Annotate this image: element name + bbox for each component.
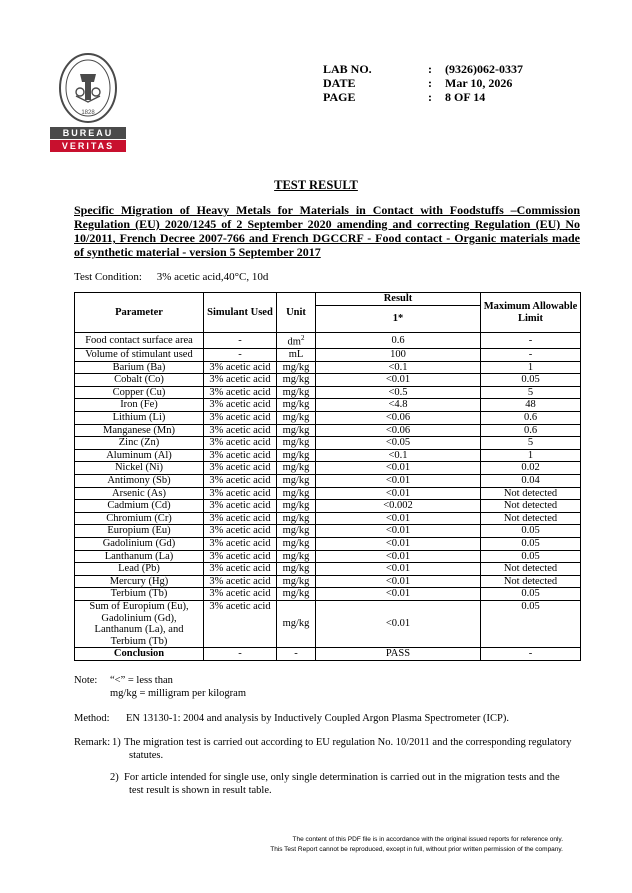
cell-limit: 0.05	[481, 538, 581, 551]
cell-parameter: Gadolinium (Gd)	[75, 538, 204, 551]
cell-result: <0.01	[316, 462, 481, 475]
table-row-conclusion	[75, 648, 581, 661]
cell-simulant: 3% acetic acid	[204, 424, 277, 437]
table-row	[75, 361, 581, 374]
cell-parameter: Chromium (Cr)	[75, 512, 204, 525]
cell-limit: 5	[481, 437, 581, 450]
cell-unit: mg/kg	[277, 500, 316, 513]
cell-result: <0.01	[316, 575, 481, 588]
result-table	[74, 292, 581, 661]
table-row-sum	[75, 600, 581, 647]
cell-parameter: Cobalt (Co)	[75, 374, 204, 387]
cell-limit: -	[481, 333, 581, 349]
cell-result: <0.01	[316, 512, 481, 525]
cell-parameter: Lanthanum (La)	[75, 550, 204, 563]
sum-parameter-line: Terbium (Tb)	[110, 635, 168, 647]
header-limit: Maximum Allowable Limit	[481, 293, 581, 333]
sum-parameter-line: Lanthanum (La), and	[94, 624, 184, 636]
cell-parameter: Mercury (Hg)	[75, 575, 204, 588]
remark-2-line-2: test result is shown in result table.	[129, 785, 272, 796]
cell-limit: 0.04	[481, 475, 581, 488]
cell-unit: mg/kg	[277, 550, 316, 563]
lab-no-value: (9326)062-0337	[445, 62, 523, 76]
table-row	[75, 512, 581, 525]
cell-parameter: Volume of stimulant used	[75, 349, 204, 362]
cell-result: <0.01	[316, 487, 481, 500]
logo-seal-icon	[50, 52, 126, 124]
cell-simulant: 3% acetic acid	[204, 437, 277, 450]
header-labels	[323, 62, 372, 104]
cell-simulant: 3% acetic acid	[204, 412, 277, 425]
cell-limit: 0.05	[481, 588, 581, 601]
colon: :	[428, 62, 432, 76]
table-row	[75, 437, 581, 450]
sum-parameter-line: Sum of Europium (Eu),	[89, 600, 189, 612]
remark-2-line-1: For article intended for single use, only single determination is carried out in the migration tests and the	[124, 772, 560, 783]
cell-parameter: Cadmium (Cd)	[75, 500, 204, 513]
cell-parameter: Antimony (Sb)	[75, 475, 204, 488]
cell-parameter: Terbium (Tb)	[75, 588, 204, 601]
cell-parameter: Aluminum (Al)	[75, 449, 204, 462]
cell-parameter: Conclusion	[75, 648, 204, 661]
footer-line-2: This Test Report cannot be reproduced, except in full, without prior written permission of the company.	[270, 846, 563, 853]
cell-limit: 0.05	[481, 525, 581, 538]
cell-result: <0.06	[316, 412, 481, 425]
table-row	[75, 349, 581, 362]
colon: :	[428, 76, 432, 90]
table-row	[75, 500, 581, 513]
table-row	[75, 449, 581, 462]
cell-unit: mg/kg	[277, 361, 316, 374]
page-label: PAGE	[323, 90, 356, 104]
cell-limit: 1	[481, 449, 581, 462]
remark-2-num: 2)	[110, 772, 119, 783]
header-colons	[428, 62, 432, 104]
cell-result: <0.06	[316, 424, 481, 437]
note-line-2: mg/kg = milligram per kilogram	[110, 688, 246, 699]
cell-limit: -	[481, 349, 581, 362]
cell-result: <0.01	[316, 374, 481, 387]
cell-limit: Not detected	[481, 575, 581, 588]
cell-parameter	[75, 600, 204, 647]
cell-limit: Not detected	[481, 500, 581, 513]
header-values	[445, 62, 523, 104]
cell-unit: -	[277, 648, 316, 661]
cell-result: <0.01	[316, 475, 481, 488]
lab-no-label: LAB NO.	[323, 62, 372, 76]
cell-parameter: Barium (Ba)	[75, 361, 204, 374]
cell-unit: mg/kg	[277, 424, 316, 437]
test-condition-label: Test Condition:	[74, 271, 142, 283]
cell-limit: 0.05	[481, 600, 581, 647]
header-parameter: Parameter	[75, 293, 204, 333]
header-unit: Unit	[277, 293, 316, 333]
cell-simulant: -	[204, 333, 277, 349]
logo-year: 1828	[81, 110, 95, 116]
cell-simulant: -	[204, 349, 277, 362]
cell-limit: 48	[481, 399, 581, 412]
cell-limit: 5	[481, 386, 581, 399]
table-row	[75, 525, 581, 538]
test-condition-value: 3% acetic acid,40°C, 10d	[156, 271, 269, 283]
table-row	[75, 374, 581, 387]
table-row	[75, 424, 581, 437]
cell-simulant: 3% acetic acid	[204, 588, 277, 601]
cell-unit: $dm^2$	[277, 333, 316, 349]
table-row	[75, 333, 581, 349]
header-result-sample: 1*	[316, 306, 481, 333]
note-line-1: “<” = less than	[110, 675, 173, 686]
cell-parameter: Zinc (Zn)	[75, 437, 204, 450]
test-condition	[74, 271, 268, 283]
cell-result: <0.01	[316, 538, 481, 551]
cell-simulant: 3% acetic acid	[204, 399, 277, 412]
cell-limit: -	[481, 648, 581, 661]
cell-simulant: 3% acetic acid	[204, 525, 277, 538]
cell-simulant: 3% acetic acid	[204, 487, 277, 500]
cell-unit: mg/kg	[277, 538, 316, 551]
page-value: 8 OF 14	[445, 90, 486, 104]
table-row	[75, 399, 581, 412]
date-label: DATE	[323, 76, 356, 90]
cell-result: <0.01	[316, 588, 481, 601]
cell-unit: mg/kg	[277, 525, 316, 538]
table-row	[75, 550, 581, 563]
cell-simulant: -	[204, 648, 277, 661]
cell-parameter: Arsenic (As)	[75, 487, 204, 500]
cell-unit: mg/kg	[277, 374, 316, 387]
cell-simulant: 3% acetic acid	[204, 512, 277, 525]
cell-unit: mg/kg	[277, 563, 316, 576]
remark-1-line-1: The migration test is carried out according to EU regulation No. 10/2011 and the corresponding regulatory	[124, 737, 572, 748]
cell-result: <0.1	[316, 449, 481, 462]
table-row	[75, 563, 581, 576]
cell-result: <0.1	[316, 361, 481, 374]
cell-result: 100	[316, 349, 481, 362]
table-row	[75, 412, 581, 425]
cell-limit: Not detected	[481, 512, 581, 525]
cell-parameter: Food contact surface area	[75, 333, 204, 349]
cell-parameter: Nickel (Ni)	[75, 462, 204, 475]
cell-limit: 0.05	[481, 374, 581, 387]
cell-simulant: 3% acetic acid	[204, 462, 277, 475]
cell-result: <0.5	[316, 386, 481, 399]
cell-unit: mg/kg	[277, 412, 316, 425]
test-subtitle: Specific Migration of Heavy Metals for Materials in Contact with Foodstuffs –Commission Regulation (EU) 2020/1245 of 2 September 2020 amending and correcting Regulation (EU) No 10/2011, French Decree 2007-766 and French DGCCRF - Food contact - Organic materials made of synthetic material - version 5 September 2017	[74, 203, 580, 259]
cell-simulant: 3% acetic acid	[204, 538, 277, 551]
cell-limit: 0.6	[481, 412, 581, 425]
cell-unit: mg/kg	[277, 449, 316, 462]
footer-line-1: The content of this PDF file is in accordance with the original issued reports for reference only.	[292, 836, 563, 843]
cell-limit: 1	[481, 361, 581, 374]
cell-result: <0.05	[316, 437, 481, 450]
cell-result: PASS	[316, 648, 481, 661]
colon: :	[428, 90, 432, 104]
method-value: EN 13130-1: 2004 and analysis by Inductively Coupled Argon Plasma Spectrometer (ICP).	[126, 713, 509, 724]
cell-limit: Not detected	[481, 563, 581, 576]
cell-unit: mg/kg	[277, 487, 316, 500]
logo-bar-bureau: BUREAU	[50, 127, 126, 139]
cell-limit: Not detected	[481, 487, 581, 500]
cell-unit: mg/kg	[277, 462, 316, 475]
cell-simulant: 3% acetic acid	[204, 600, 277, 647]
cell-unit-superscript: 2	[300, 334, 305, 342]
cell-simulant: 3% acetic acid	[204, 361, 277, 374]
table-row	[75, 575, 581, 588]
cell-result: 0.6	[316, 333, 481, 349]
cell-parameter: Iron (Fe)	[75, 399, 204, 412]
bureau-veritas-logo	[50, 52, 126, 152]
cell-parameter: Copper (Cu)	[75, 386, 204, 399]
table-row	[75, 538, 581, 551]
cell-result: <0.01	[316, 525, 481, 538]
table-row	[75, 487, 581, 500]
cell-result: <0.002	[316, 500, 481, 513]
cell-simulant: 3% acetic acid	[204, 475, 277, 488]
cell-unit: mg/kg	[277, 437, 316, 450]
cell-simulant: 3% acetic acid	[204, 500, 277, 513]
remark-label: Remark:	[74, 737, 111, 748]
cell-unit: mg/kg	[277, 475, 316, 488]
remark-1-line-2: statutes.	[129, 750, 164, 761]
method-label: Method:	[74, 713, 110, 724]
cell-result: <0.01	[316, 563, 481, 576]
sum-parameter-line: Gadolinium (Gd),	[101, 612, 177, 624]
table-row	[75, 588, 581, 601]
table-row	[75, 386, 581, 399]
cell-unit: mg/kg	[277, 588, 316, 601]
header-result: Result	[316, 293, 481, 306]
cell-simulant: 3% acetic acid	[204, 374, 277, 387]
cell-parameter: Manganese (Mn)	[75, 424, 204, 437]
cell-simulant: 3% acetic acid	[204, 550, 277, 563]
header-simulant: Simulant Used	[204, 293, 277, 333]
cell-result: <0.01	[316, 600, 481, 647]
cell-parameter: Lithium (Li)	[75, 412, 204, 425]
cell-parameter: Europium (Eu)	[75, 525, 204, 538]
result-table-body	[75, 333, 581, 661]
cell-simulant: 3% acetic acid	[204, 563, 277, 576]
cell-result: <0.01	[316, 550, 481, 563]
cell-result: <4.8	[316, 399, 481, 412]
cell-unit: mL	[277, 349, 316, 362]
table-row	[75, 462, 581, 475]
note-label: Note:	[74, 675, 98, 686]
cell-unit: mg/kg	[277, 575, 316, 588]
cell-limit: 0.02	[481, 462, 581, 475]
cell-simulant: 3% acetic acid	[204, 386, 277, 399]
logo-bar-veritas: VERITAS	[50, 140, 126, 152]
cell-unit: mg/kg	[277, 386, 316, 399]
cell-unit: mg/kg	[277, 512, 316, 525]
page-title: TEST RESULT	[274, 178, 358, 192]
cell-unit: mg/kg	[277, 399, 316, 412]
cell-simulant: 3% acetic acid	[204, 449, 277, 462]
table-row	[75, 475, 581, 488]
cell-parameter: Lead (Pb)	[75, 563, 204, 576]
cell-limit: 0.05	[481, 550, 581, 563]
remark-1-num: 1)	[112, 737, 121, 748]
date-value: Mar 10, 2026	[445, 76, 513, 90]
cell-unit: mg/kg	[277, 600, 316, 647]
cell-limit: 0.6	[481, 424, 581, 437]
cell-simulant: 3% acetic acid	[204, 575, 277, 588]
